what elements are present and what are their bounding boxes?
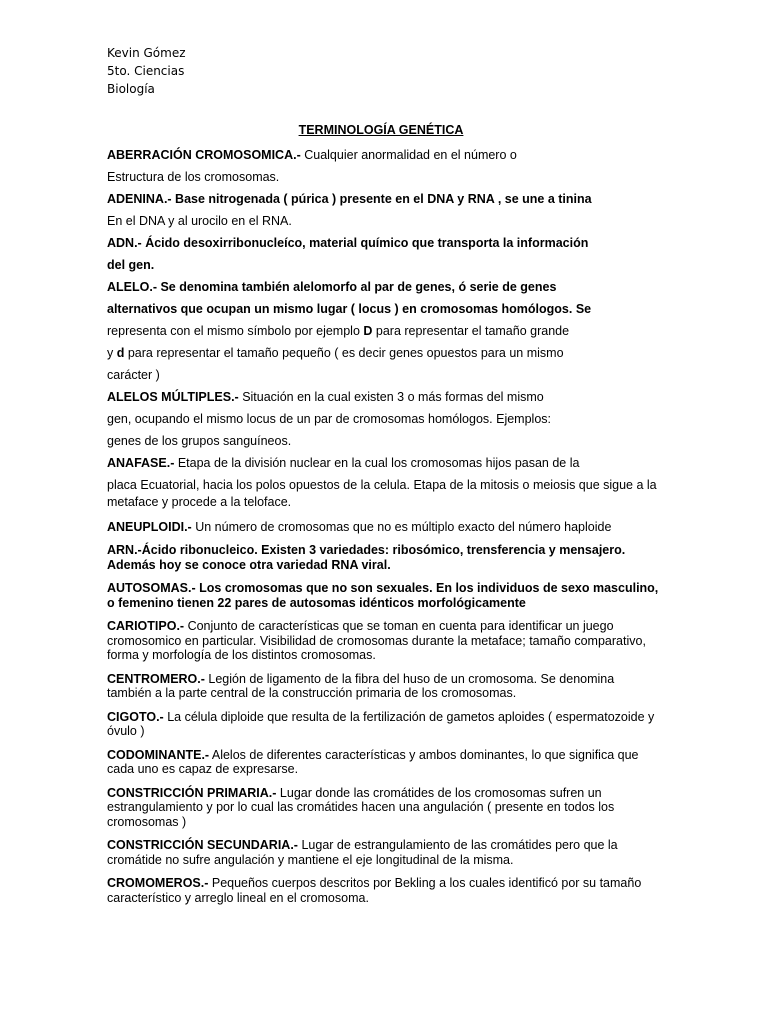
glossary-content: [107, 144, 667, 905]
entry-alelo: [107, 276, 667, 386]
definition-line: forma y morfología de los distintos cromosomas.: [107, 648, 376, 662]
definition-text: representa con el mismo símbolo por ejemplo: [107, 324, 364, 338]
definition-line: o femenino tienen 22 pares de autosomas idénticos morfológicamente: [107, 595, 526, 610]
author-name: Kevin Gómez: [107, 46, 186, 60]
definition-line: cromosomico en particular. Visibilidad de cromosomas durante la metaface; tamaño comparativo,: [107, 633, 646, 648]
definition-line: gen, ocupando el mismo locus de un par de cromosomas homólogos. Ejemplos:: [107, 412, 551, 426]
definition-line: también a la parte central de la construcción primaria de los cromosomas.: [107, 686, 517, 700]
term-arn: ARN.-Ácido ribonucleico. Existen 3 variedades: ribosómico, trensferencia y mensajero.: [107, 543, 626, 557]
term-constriccion-secundaria: CONSTRICCIÓN SECUNDARIA.-: [107, 838, 298, 852]
term-centromero: CENTROMERO.-: [107, 671, 205, 686]
entry-aneuploidi: [107, 516, 667, 538]
entry-cariotipo: [107, 619, 667, 663]
document-title: TERMINOLOGÍA GENÉTICA: [298, 123, 464, 137]
term-autosomas: AUTOSOMAS.- Los cromosomas que no son sexuales. En los individuos de sexo masculino,: [107, 581, 659, 595]
term-alelos-multiples: ALELOS MÚLTIPLES.-: [107, 390, 239, 404]
definition-line: Lugar de estrangulamiento de las cromátides pero que la: [297, 838, 618, 852]
definition-line: cada uno es capaz de expresarse.: [107, 762, 299, 776]
term-cariotipo: CARIOTIPO.-: [107, 619, 185, 633]
definition-line: Además hoy se conoce otra variedad RNA viral.: [107, 557, 391, 572]
definition-line: genes de los grupos sanguíneos.: [107, 434, 292, 448]
term-cigoto: CIGOTO.-: [107, 709, 164, 724]
symbol-dominant: D: [363, 324, 373, 338]
definition-line: Alelos de diferentes características y ambos dominantes, lo que significa que: [209, 747, 639, 762]
entry-cromomeros: [107, 876, 667, 905]
definition-line: Etapa de la división nuclear en la cual los cromosomas hijos pasan de la: [174, 456, 580, 470]
subject-label: Biología: [107, 82, 155, 96]
definition-line: Un número de cromosomas que no es múltiplo exacto del número haploide: [191, 520, 612, 534]
definition-line: metaface y procede a la teloface.: [107, 495, 292, 509]
definition-line: estrangulamiento y por lo cual las cromátides hacen una angulación ( presente en todos los: [107, 800, 615, 814]
entry-arn: [107, 543, 667, 572]
grade-label: 5to. Ciencias: [107, 64, 185, 78]
definition-line: cromosomas ): [107, 814, 187, 829]
definition-line: óvulo ): [107, 724, 145, 738]
term-adenina: ADENINA.- Base nitrogenada ( púrica ) presente en el DNA y RNA , se une a tinina: [107, 192, 592, 206]
entry-constriccion-primaria: [107, 786, 667, 830]
definition-line: Legión de ligamento de la fibra del huso de un cromosoma. Se denomina: [204, 671, 615, 686]
definition-text: para representar el tamaño pequeño ( es decir genes opuestos para un mismo: [124, 346, 564, 360]
entry-centromero: [107, 672, 667, 701]
definition-line: Pequeños cuerpos descritos por Bekling a los cuales identificó por su tamaño: [208, 876, 642, 890]
definition-line: Situación en la cual existen 3 o más formas del mismo: [238, 390, 544, 404]
term-codominante: CODOMINANTE.-: [107, 747, 210, 762]
entry-alelos-multiples: [107, 386, 667, 452]
document-header: [107, 44, 186, 98]
definition-line: del gen.: [107, 258, 155, 272]
term-anafase: ANAFASE.-: [107, 456, 175, 470]
definition-line: placa Ecuatorial, hacia los polos opuestos de la celula. Etapa de la mitosis o meiosis que sigue a la: [107, 478, 657, 492]
definition-line: Estructura de los cromosomas.: [107, 170, 280, 184]
definition-line: cromátide no sufre angulación y mantiene el eje longitudinal de la misma.: [107, 852, 514, 867]
definition-line: alternativos que ocupan un mismo lugar ( locus ) en cromosomas homólogos. Se: [107, 302, 592, 316]
definition-line: En el DNA y al urocilo en el RNA.: [107, 214, 292, 228]
definition-line: Cualquier anormalidad en el número o: [300, 148, 517, 162]
definition-line: La célula diploide que resulta de la fertilización de gametos aploides ( espermatozoide y: [163, 709, 655, 724]
entry-adn: [107, 232, 667, 276]
entry-cigoto: [107, 710, 667, 739]
definition-text: y: [107, 346, 117, 360]
term-aberracion: ABERRACIÓN CROMOSOMICA.-: [107, 148, 301, 162]
definition-line: característico y arreglo lineal en el cromosoma.: [107, 890, 369, 905]
term-constriccion-primaria: CONSTRICCIÓN PRIMARIA.-: [107, 785, 277, 800]
definition-line: carácter ): [107, 368, 160, 382]
term-alelo: ALELO.- Se denomina también alelomorfo al par de genes, ó serie de genes: [107, 280, 557, 294]
definition-line: Conjunto de características que se toman en cuenta para identificar un juego: [184, 619, 614, 633]
entry-adenina: [107, 188, 667, 232]
entry-aberracion: [107, 144, 667, 188]
entry-constriccion-secundaria: [107, 838, 667, 867]
entry-codominante: [107, 748, 667, 777]
symbol-recessive: d: [116, 346, 125, 360]
term-adn: ADN.- Ácido desoxirribonucleíco, material químico que transporta la información: [107, 236, 589, 250]
entry-anafase: [107, 452, 667, 508]
term-aneuploidi: ANEUPLOIDI.-: [107, 520, 192, 534]
definition-line: Lugar donde las cromátides de los cromosomas sufren un: [276, 785, 602, 800]
definition-text: para representar el tamaño grande: [372, 324, 570, 338]
term-cromomeros: CROMOMEROS.-: [107, 876, 209, 890]
entry-autosomas: [107, 581, 667, 610]
